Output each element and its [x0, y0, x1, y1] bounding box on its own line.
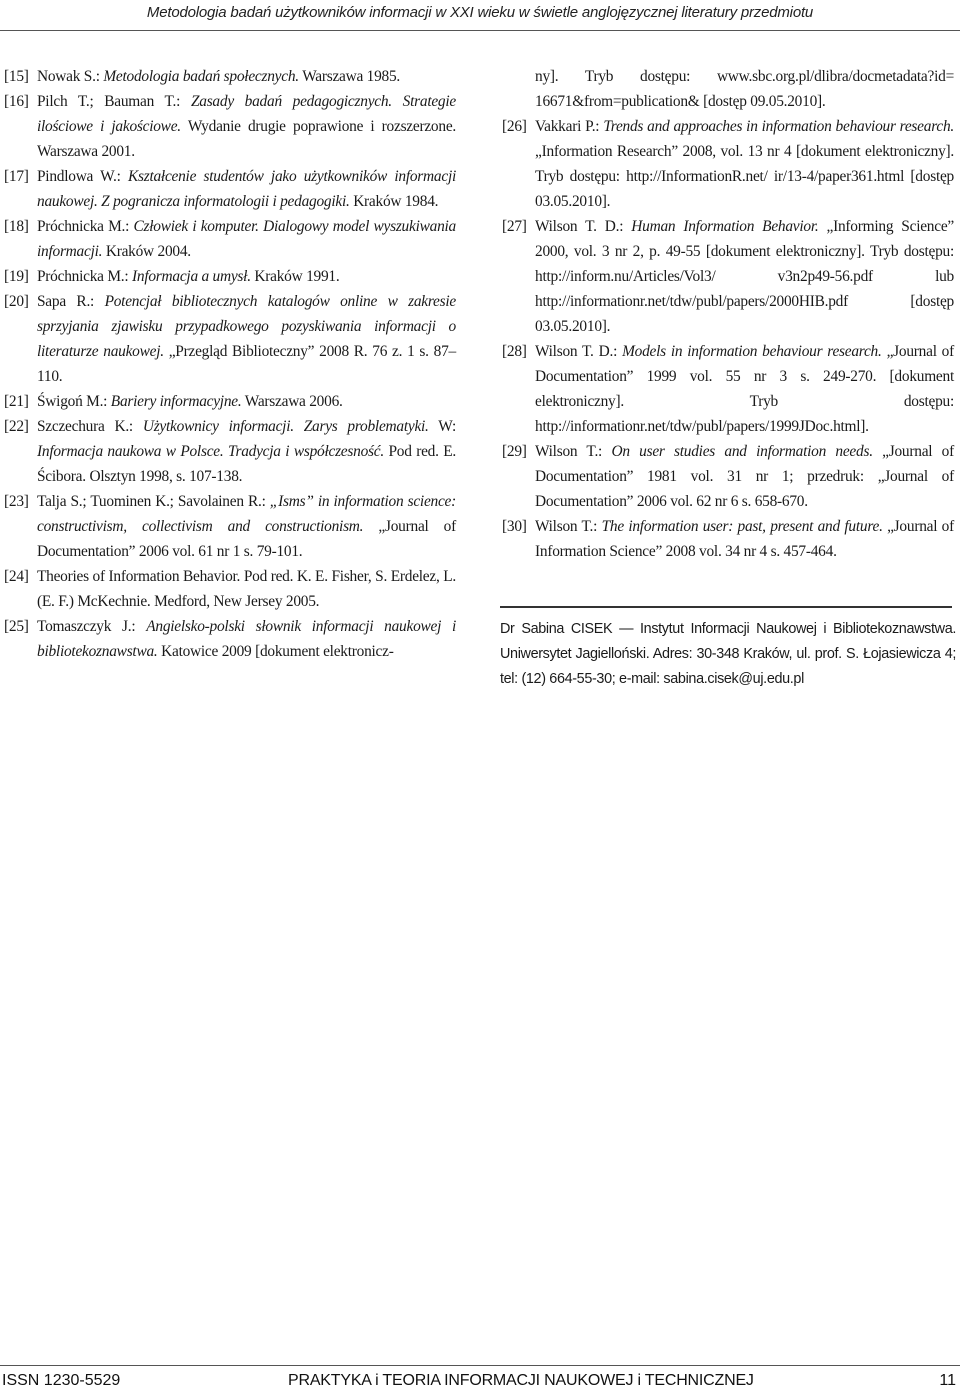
reference-text: Pindlowa W.:	[37, 168, 128, 185]
reference-title: Human Information Behavior.	[631, 218, 819, 235]
reference-text: Pilch T.; Bauman T.:	[37, 93, 191, 110]
reference-number: [26]	[502, 118, 527, 135]
reference-text: „Journal of Documentation” 2006 vol. 61 nr 1 s. 79-101.	[37, 518, 457, 560]
reference-number: [25]	[4, 618, 29, 635]
references-right-column	[502, 64, 954, 564]
reference-item	[4, 164, 456, 214]
author-note-rule	[500, 606, 952, 608]
reference-title: Models in information behaviour research.	[622, 343, 882, 360]
reference-number: [30]	[502, 518, 527, 535]
reference-title: Użytkownicy informacji. Zarys problematyki.	[142, 418, 429, 435]
reference-text: Wilson T.:	[535, 443, 612, 460]
reference-title: Zasady badań pedagogicznych. Strategie ilościowe i jakościowe.	[37, 93, 456, 135]
reference-item	[502, 439, 954, 514]
reference-number: [19]	[4, 268, 29, 285]
reference-title: Metodologia badań społecznych.	[103, 68, 299, 85]
reference-text: „Information Research” 2008, vol. 13 nr 4 [dokument elektroniczny]. Tryb dostępu: http://InformationR.net/ ir/13-4/paper361.html [dostęp 03.05.2010].	[535, 143, 954, 210]
footer-rule	[0, 1365, 960, 1366]
reference-number: [27]	[502, 218, 527, 235]
reference-text: W:	[428, 418, 456, 435]
reference-number: [18]	[4, 218, 29, 235]
reference-item	[502, 514, 954, 564]
reference-item	[4, 264, 456, 289]
reference-title: Potencjał bibliotecznych katalogów online w zakresie sprzyjania zjawisku przypadkowego pozyskiwania informacji o literaturze naukowej.	[37, 293, 456, 360]
reference-text: Sapa R.:	[37, 293, 105, 310]
reference-text: Próchnicka M.:	[37, 268, 132, 285]
reference-text: Kraków 2004.	[102, 243, 191, 260]
reference-item	[502, 339, 954, 439]
page-footer	[0, 1372, 960, 1400]
reference-item	[4, 89, 456, 164]
reference-title: Informacja a umysł.	[132, 268, 251, 285]
reference-text: Wilson T. D.:	[535, 343, 623, 360]
reference-text: Pod red. E. Ścibora. Olsztyn 1998, s. 107-138.	[37, 443, 456, 485]
reference-title: The information user: past, present and future.	[601, 518, 883, 535]
reference-number: [16]	[4, 93, 29, 110]
reference-item	[4, 414, 456, 489]
reference-text: Warszawa 2006.	[241, 393, 343, 410]
reference-title: Kształcenie studentów jako użytkowników informacji naukowej. Z pogranicza informatologii i pedagogiki.	[37, 168, 456, 210]
reference-title: Informacja naukowa w Polsce. Tradycja i współczesność.	[37, 443, 384, 460]
reference-text: „Journal of Documentation” 1999 vol. 55 nr 3 s. 249-270. [dokument elektroniczny]. Tryb dostępu: http://informationr.net/tdw/publ/papers/1999JDoc.html].	[535, 343, 955, 435]
reference-text: Katowice 2009 [dokument elektronicz-	[157, 643, 394, 660]
reference-text: Kraków 1984.	[349, 193, 439, 210]
reference-text: Vakkari P.:	[535, 118, 604, 135]
reference-text: Nowak S.:	[37, 68, 104, 85]
header-rule	[0, 30, 960, 31]
author-note: Dr Sabina CISEK — Instytut Informacji Naukowej i Bibliotekoznawstwa. Uniwersytet Jagielloński. Adres: 30-348 Kraków, ul. prof. S. Łojasiewicza 4; tel: (12) 664-55-30; e-mail: sabina.cisek@uj.edu.pl	[500, 621, 956, 687]
reference-title: On user studies and information needs.	[611, 443, 873, 460]
reference-text: „Journal of Information Science” 2008 vol. 34 nr 4 s. 457-464.	[535, 518, 954, 560]
reference-text: Próchnicka M.:	[37, 218, 134, 235]
reference-number: [15]	[4, 68, 29, 85]
reference-text: Talja S.; Tuominen K.; Savolainen R.:	[37, 493, 270, 510]
reference-text: Wydanie drugie poprawione i rozszerzone. Warszawa 2001.	[37, 118, 456, 160]
reference-item	[502, 114, 954, 214]
reference-text: Wilson T.:	[535, 518, 602, 535]
reference-number: [17]	[4, 168, 29, 185]
reference-number: [20]	[4, 293, 29, 310]
reference-text: Kraków 1991.	[250, 268, 340, 285]
reference-item	[4, 289, 456, 389]
journal-title: PRAKTYKA i TEORIA INFORMACJI NAUKOWEJ i TECHNICZNEJ	[288, 1372, 754, 1389]
reference-text: „Informing Science” 2000, vol. 3 nr 2, p. 49-55 [dokument elektroniczny]. Tryb dostępu: http://inform.nu/Articles/Vol3/ v3n2p49-56.pdf lub http://informationr.net/tdw/publ/papers/2000HIB.pdf [dostęp 03.05.2010].	[535, 218, 954, 335]
reference-title: „Isms” in information science: constructivism, collectivism and constructionism.	[37, 493, 457, 535]
reference-item	[4, 489, 456, 564]
reference-title: Angielsko-polski słownik informacji naukowej i bibliotekoznawstwa.	[37, 618, 456, 660]
reference-item	[4, 614, 456, 664]
running-header: Metodologia badań użytkowników informacji w XXI wieku w świetle anglojęzycznej literatury przedmiotu	[146, 4, 814, 21]
reference-text: Theories of Information Behavior. Pod red. K. E. Fisher, S. Erdelez, L. (E. F.) McKechnie. Medford, New Jersey 2005.	[37, 568, 456, 610]
reference-text: „Przegląd Biblioteczny” 2008 R. 76 z. 1 s. 87–110.	[37, 343, 456, 385]
reference-title: Bariery informacyjne.	[110, 393, 242, 410]
reference-text: Szczechura K.:	[37, 418, 143, 435]
reference-number: [21]	[4, 393, 29, 410]
reference-text: Tomaszczyk J.:	[37, 618, 147, 635]
reference-number: [29]	[502, 443, 527, 460]
page-number: 11	[939, 1372, 956, 1389]
reference-title: Trends and approaches in information behaviour research.	[603, 118, 954, 135]
reference-item	[502, 214, 954, 339]
reference-item	[4, 64, 456, 89]
reference-continuation: ny]. Tryb dostępu: www.sbc.org.pl/dlibra/docmetadata?id= 16671&from=publication& [dostęp 09.05.2010].	[535, 68, 954, 110]
reference-item	[4, 214, 456, 264]
reference-number: [28]	[502, 343, 527, 360]
reference-title: Człowiek i komputer. Dialogowy model wyszukiwania informacji.	[37, 218, 456, 260]
reference-item	[4, 389, 456, 414]
reference-item	[4, 564, 456, 614]
reference-text: Wilson T. D.:	[535, 218, 632, 235]
reference-text: Warszawa 1985.	[298, 68, 401, 85]
reference-number: [22]	[4, 418, 29, 435]
references-left-column	[4, 64, 456, 664]
issn: ISSN 1230-5529	[2, 1372, 121, 1389]
reference-text: „Journal of Documentation” 1981 vol. 31 nr 1; przedruk: „Journal of Documentation” 2006 vol. 62 nr 6 s. 658-670.	[535, 443, 955, 510]
reference-text: Świgoń M.:	[37, 393, 111, 410]
reference-number: [23]	[4, 493, 29, 510]
reference-number: [24]	[4, 568, 29, 585]
